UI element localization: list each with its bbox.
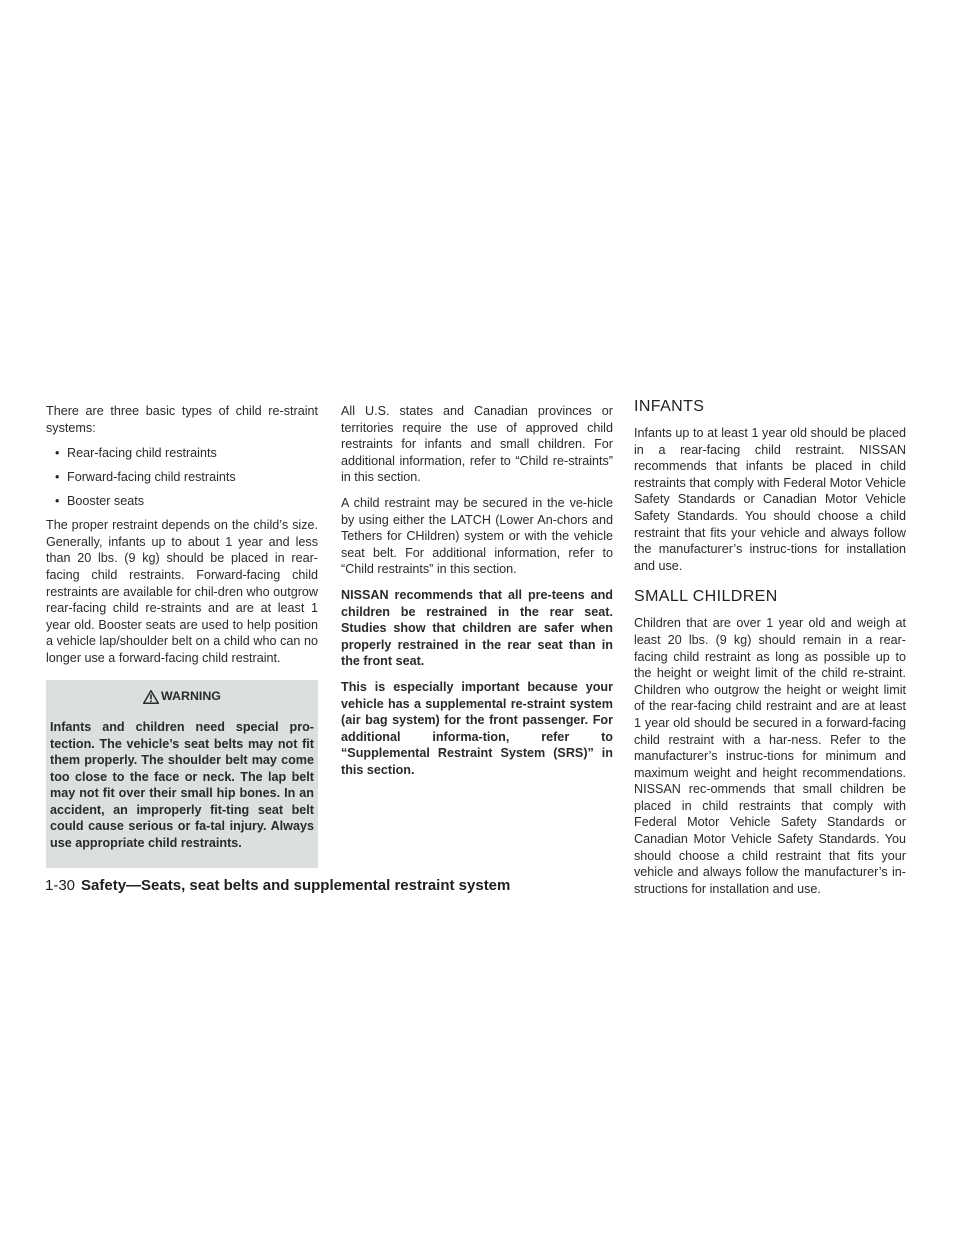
warning-header <box>50 688 314 705</box>
infants-paragraph: Infants up to at least 1 year old should be placed in a rear-facing child restraint. NISSAN recommends that infants be placed in child restraints that comply with Federal Motor Vehicle Safety Standards or Canadian Motor Vehicle Safety Standards. You should choose a child restraint that fits your vehicle and always follow the manufacturer’s instruc-tions for installation and use. <box>634 426 906 573</box>
small-children-paragraph: Children that are over 1 year old and weigh at least 20 lbs. (9 kg) should remain in a rear-facing child restraint as long as possible up to the height or weight limit of the child re-straint. Children who outgrow the height or weight limit of the rear-facing child restraint and are at least 1 year old should be secured in a forward-facing child restraint with a har-ness. Refer to the manufacturer’s instruc-tions for minimum and maximum weight and height recommendations. NISSAN rec-ommends that small children be placed in child restraints that comply with Federal Motor Vehicle Safety Standards or Canadian Motor Vehicle Safety Standards. You should choose a child restraint that fits your vehicle and always follow the manufacturer’s in-structions for installation and use. <box>634 616 906 896</box>
page-number: 1-30 <box>45 877 76 894</box>
warning-triangle-icon <box>143 690 159 704</box>
list-item: • Forward-facing child restraints <box>46 469 318 486</box>
restraint-size-paragraph: The proper restraint depends on the child’s size. Generally, infants up to about 1 year and less than 20 lbs. (9 kg) should be placed in rear-facing child restraints. Forward-facing child restraints are available for chil-dren who outgrow rear-facing child re-straints and are at least 1 year old. Booster seats are used to help position a vehicle lap/shoulder belt on a child who can no longer use a forward-facing child restraint. <box>46 518 318 665</box>
section-title: Safety—Seats, seat belts and supplemental restraint system <box>81 877 511 894</box>
restraint-types-list <box>46 445 318 510</box>
infants-heading: INFANTS <box>634 398 705 415</box>
column-middle <box>341 403 613 787</box>
state-requirements-paragraph: All U.S. states and Canadian provinces or territories require the use of approved child restraints for infants and small children. For additional information, refer to “Child re-straints” in this section. <box>341 404 613 485</box>
warning-box <box>46 680 318 868</box>
list-item: • Booster seats <box>46 493 318 510</box>
column-left <box>46 403 318 868</box>
page-footer <box>45 877 510 895</box>
list-item: • Rear-facing child restraints <box>46 445 318 462</box>
column-right <box>634 398 906 906</box>
rear-seat-recommendation: NISSAN recommends that all pre-teens and children be restrained in the rear seat. Studies show that children are safer when properly restrained in the rear seat than in the front seat. <box>341 587 613 669</box>
latch-paragraph: A child restraint may be secured in the ve-hicle by using either the LATCH (Lower An-chors and Tethers for CHildren) system or with the vehicle seat belt. For additional information, refer to “Child restraints” in this section. <box>341 495 613 577</box>
intro-paragraph: There are three basic types of child re-straint systems: <box>46 404 318 435</box>
warning-title: WARNING <box>161 689 221 704</box>
srs-paragraph: This is especially important because your vehicle has a supplemental re-straint system (air bag system) for the front passenger. For additional informa-tion, refer to “Supplemental Restraint System (SRS)” in this section. <box>341 679 613 777</box>
small-children-heading: SMALL CHILDREN <box>634 588 778 606</box>
warning-text: Infants and children need special pro-tection. The vehicle’s seat belts may not fit them properly. The shoulder belt may come too close to the face or neck. The lap belt may not fit over their small hip bones. In an accident, an improperly fit-ting seat belt could cause serious or fa-tal injury. Always use appropriate child restraints. <box>50 720 314 850</box>
